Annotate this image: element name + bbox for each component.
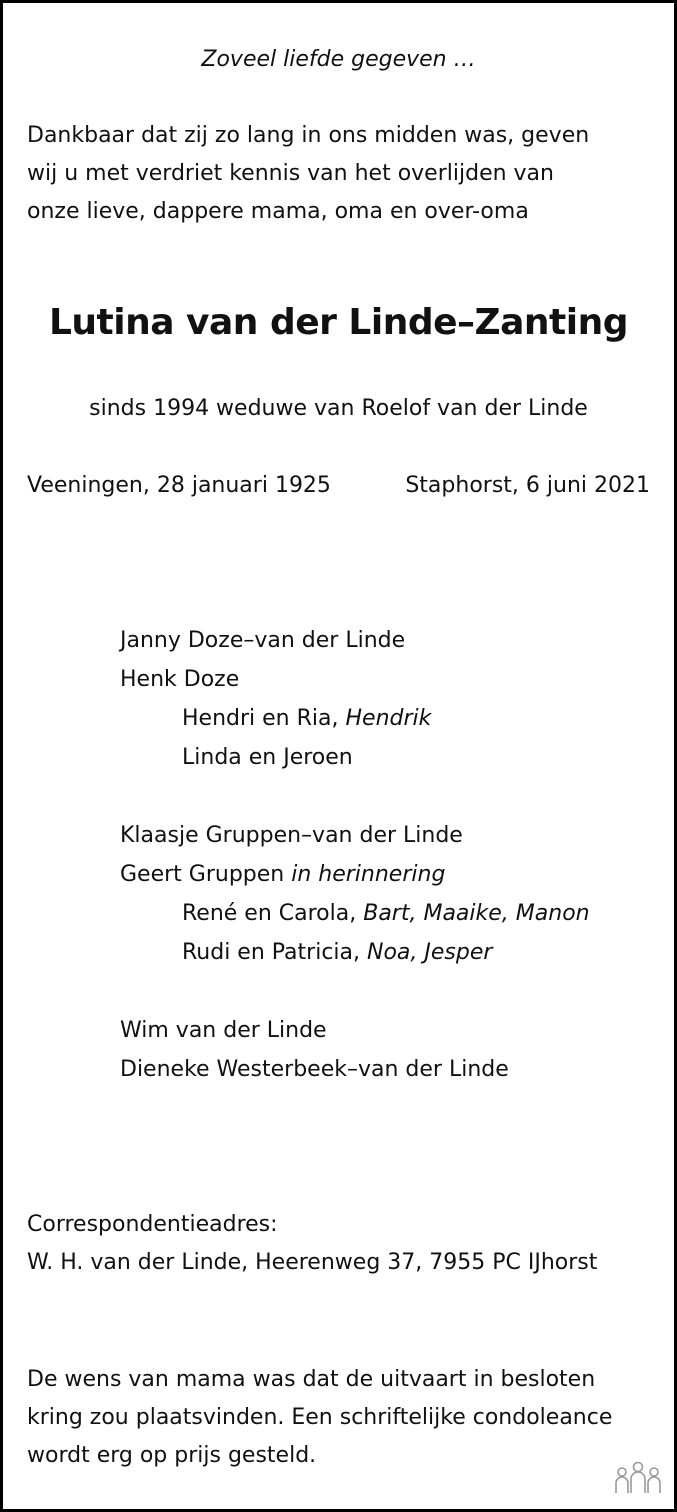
wish-line: wordt erg op prijs gesteld. [27, 1443, 317, 1468]
grandchild-names: Linda en Jeroen [182, 745, 353, 770]
intro-line: wij u met verdriet kennis van het overlijden van [27, 161, 554, 186]
family-member [120, 855, 590, 894]
intro-text [27, 117, 589, 231]
grandchild-names: Rudi en Patricia, [182, 940, 368, 965]
member-name: Geert Gruppen [120, 862, 292, 887]
correspondence-address-line: W. H. van der Linde, Heerenweg 37, 7955 PC IJhorst [27, 1250, 598, 1275]
wish-text [27, 1361, 612, 1475]
family-block-1 [120, 621, 431, 777]
grandchild-row [120, 699, 431, 738]
grandchild-names: Hendri en Ria, [182, 706, 346, 731]
family-member: Henk Doze [120, 667, 240, 692]
grandchild-row [120, 933, 590, 972]
people-group-icon [614, 1459, 662, 1499]
motto: Zoveel liefde gegeven … [201, 47, 476, 72]
memorial-note: in herinnering [291, 862, 446, 887]
wish-line: De wens van mama was dat de uitvaart in besloten [27, 1367, 596, 1392]
grandchild-row [120, 894, 590, 933]
family-member: Klaasje Gruppen–van der Linde [120, 823, 463, 848]
grandchild-row [120, 738, 431, 777]
intro-line: Dankbaar dat zij zo lang in ons midden was, geven [27, 123, 590, 148]
family-member: Dieneke Westerbeek–van der Linde [120, 1057, 509, 1082]
great-grandchild-names: Bart, Maaike, Manon [363, 901, 590, 926]
death-date: Staphorst, 6 juni 2021 [405, 473, 650, 498]
family-block-3 [120, 1011, 509, 1089]
widow-line: sinds 1994 weduwe van Roelof van der Linde [89, 396, 588, 421]
deceased-name: Lutina van der Linde–Zanting [48, 302, 629, 343]
family-block-2 [120, 816, 590, 972]
great-grandchild-names: Noa, Jesper [367, 940, 493, 965]
birth-date: Veeningen, 28 januari 1925 [27, 473, 331, 498]
grandchild-names: René en Carola, [182, 901, 364, 926]
correspondence-address [27, 1206, 597, 1282]
family-member: Janny Doze–van der Linde [120, 628, 406, 653]
correspondence-label: Correspondentieadres: [27, 1212, 278, 1237]
great-grandchild-names: Hendrik [345, 706, 432, 731]
intro-line: onze lieve, dappere mama, oma en over-oma [27, 199, 529, 224]
family-member: Wim van der Linde [120, 1018, 327, 1043]
wish-line: kring zou plaatsvinden. Een schriftelijke condoleance [27, 1405, 613, 1430]
